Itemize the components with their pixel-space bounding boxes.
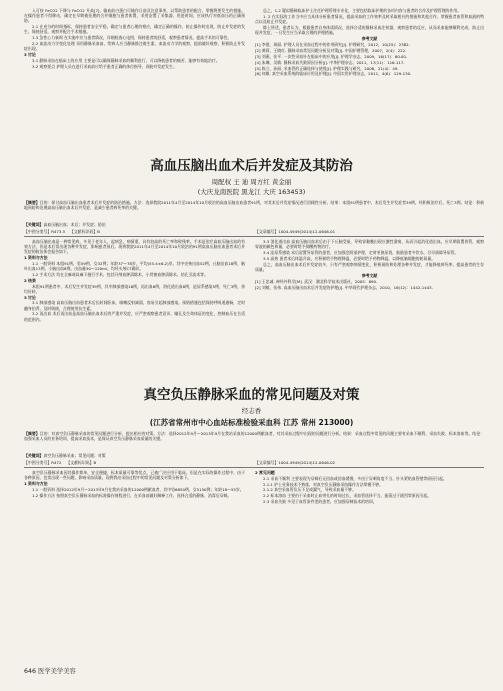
article2-classification — [24, 229, 249, 234]
article2-title: 高血压脑出血术后并发症及其防治 — [150, 158, 353, 174]
paragraph: 高血压脑出血是一种常见病，多见于老年人，起病急，病情重，具有较高的死亡率和致残率。手术是治疗高血压脑出血的有效方法，但是术后常出现各种并发症，影响患者预后。现将我院2011年4月至2014年10月收治的91例高血压脑出血患者术后并发症的防治体会报告如下。 — [24, 239, 245, 255]
divider — [24, 236, 484, 237]
paragraph: 2.2 血流动力学变化处理 采用静脉采血前，给病人应当静脉推注维生素，血流动力学的观察，提前做好观察，积极防止并发症出现。 — [24, 41, 245, 52]
paragraph: 1.3 急性心力衰竭 在实施中应与患者情况，详细检查心电图，保持患者的舒适，观察患者情况，提高手术的可靠性。 — [32, 35, 232, 41]
article3-left-column — [24, 470, 245, 660]
article2-keywords — [24, 222, 484, 227]
section-heading: 3 讨论 — [24, 52, 36, 57]
document-code: 【文献标识码】B — [70, 229, 100, 234]
article2-affiliation: (大庆龙南医院 黑龙江 大庆 163453) — [197, 188, 306, 196]
article2-authors: 周配权 王 迪 周方红 黄金丽 — [211, 178, 292, 186]
article2-left-column — [24, 239, 245, 381]
paragraph: 1.2 操作方法 按照真空负压静脉采血的标准操作规程进行，在采血前做好解释工作，选择合适的静脉，消毒后穿刺。 — [32, 492, 232, 498]
paragraph: 2.1 在充分的时间指标，保持患者安全平稳，确定与患者心理的相应，确定正确的操作，防止操作时出现，防止并发症的发生，保持舒适，观察并配合手术措施。 — [24, 24, 245, 35]
paragraph: 2.1.1 护士业务技术不熟练，对真空负压静脉采血操作方法掌握不够。 — [263, 481, 384, 487]
paragraph: 2.2 标本溶血 主要由于采血时止血带扎的时间过长，采血管选择不当，振荡过于剧烈等原因引起。 — [263, 493, 432, 499]
paragraph: 3.2 再出血 术后再出血是高血压脑出血术后的严重并发症，应严密观察患者意识、瞳孔及生命体征的变化，控制血压在合适的范围内。 — [24, 311, 245, 322]
paragraph: 总之，1.2 疑似静脉临床护士注任护理管理专业化，主要包括临床护理的各项内容与患者的合作及护理管理的作用。 — [263, 8, 462, 13]
article1-right-column — [255, 8, 484, 150]
abstract-label: 【摘要】 — [24, 200, 40, 205]
paragraph: 真空负压静脉采血因其操作简单，安全便捷，标本质量可靠等优点，已被广泛应用于临床。但是在实际的操作过程中，由于各种原因，也常出现一些问题，影响采血质量。现将我站采血过程中的常见问题及对策分析如下。 — [24, 470, 245, 481]
section-heading: 1 资料与方法 — [24, 255, 48, 261]
abstract-label: 【摘要】 — [24, 431, 40, 436]
page-footer: 646 医学美学美容 — [24, 668, 76, 675]
paragraph: 3.1 静脉采血在临床上的应用 主要是可以确保静脉采血的顺利进行，可以降低患者的痛苦，能够有效地治疗。 — [32, 57, 220, 63]
section-heading: 2 结果 — [24, 277, 36, 283]
article3-affiliation: (江苏省常州市中心血站标准检验采血科 江苏 常州 213000) — [149, 418, 354, 427]
reference-item: [2] 刘敏，张伟. 高血压脑出血术后并发症的护理[J]. 中华现代护理杂志，2010，16(12)：1442-1443. — [255, 285, 433, 290]
section-heading: 2 常见问题 — [255, 470, 275, 475]
article2-right-column — [255, 239, 484, 381]
article3-right-column — [255, 470, 484, 660]
paragraph: 3.1 肺部感染 高血压脑出血患者术后长时间卧床，咳嗽反射减弱，容易引起肺部感染。预防措施包括保持呼吸道通畅，定时翻身拍背，及时吸痰，合理使用抗生素。 — [24, 300, 245, 311]
article3-title: 真空负压静脉采血的常见问题及对策 — [143, 387, 360, 403]
paragraph: 1. 2 在实际的工作当中应当具体分析患者情况，提高采血的工作效率及时采取相应的措施和其他合作，掌握患者血管和血液的特点以及防止并发症。 — [255, 13, 484, 24]
section-heading: 1 资料与方法 — [24, 481, 48, 486]
reference-item: [5] 陈立，孙丽. 采血管的正确选择与使用[J]. 护理实践与研究，2008，21(4)：49. — [255, 65, 399, 71]
paragraph: 本组91例患者中，术后发生并发症39例，其中肺部感染16例，再出血6例，消化道出血8例，泌尿系感染5例，死亡3例，余均好转。 — [24, 283, 245, 294]
references-heading: 参考文献 — [361, 36, 378, 42]
paragraph: 2.1 采血不顺利 主要表现为穿刺后无回血或回血缓慢，多由于穿刺角度不当、针头紧贴血管壁等原因引起。 — [263, 475, 447, 481]
article3-keywords — [24, 453, 484, 458]
paragraph: 3.4 泌尿系感染 术后留置导尿管的患者，应加强会阴部护理，定时更换尿袋，鼓励患者多饮水，尽早拔除导尿管。 — [263, 250, 459, 255]
paragraph: 2.1.2 真空采血管负压不足或漏气，导致采血量不够。 — [263, 487, 356, 493]
paragraph: 3.5 高热 患者术后体温升高，应积极给予物理降温，必要时给予药物降温，以降低脑细胞的耗氧量。 — [263, 255, 436, 261]
article3-article-number: 【文章编号】1004-4949(2014)12-0646-02 — [255, 460, 336, 465]
reference-item: [1] 李建，周丽. 护理人员在采血过程中的作用研究[J]. 护理研究，2012，10(25)：2382. — [255, 42, 410, 48]
article3-abstract — [24, 431, 484, 442]
document-code: 【文献标识码】B — [66, 460, 97, 465]
reference-item: [3] 刘燕，张平. 一次性采血针在临床中的应用[J]. 护理学杂志，2009，16(17)：60-61. — [255, 54, 408, 59]
reference-item: [1] 王忠诚. 神经外科学[M]. 武汉：湖北科学技术出版社，2005：690. — [255, 279, 378, 285]
article3-author: 经志香 — [241, 407, 262, 415]
reference-item: [6] 何敏. 真空采血系统的临床应用及护理[J]. 中国实用护理杂志，2011，4(6)：129-130. — [255, 71, 412, 77]
keywords-label: 【关键词】 — [24, 222, 44, 227]
paragraph: 3.2 观察要点 护理人员在进行采血前应给予患者正确的体位指导，预防并发症发生。 — [32, 63, 177, 69]
article2-article-number: 【文章编号】1004-4949(2014)12-0646-01 — [255, 229, 336, 234]
clc-code: 【中图分类号】R473.5 — [24, 229, 66, 234]
paragraph: 入可按 FeCO2 下降与 FeCO2 升高[7]，输血前白蛋白可输作日前及注意事项，以帮助患者的配合，掌握将要发生的措施。在操作患者不得移动，确定在早期被处理的合并细胞与患者体置，采用安置了采集器，用进时间，应该执行对低血压的正确预防。 — [24, 8, 245, 24]
section-heading: 3 讨论 — [24, 294, 36, 300]
paragraph: 1.1 一般资料 选择2012年9月～2013年9月在我站采血的12000例献血者，其中男6850例，女5150例；年龄18～55岁。 — [32, 486, 244, 492]
article2-abstract — [24, 200, 484, 211]
keywords-label: 【关键词】 — [24, 453, 44, 458]
keywords-text: 真空负压静脉采血；常见问题；对策 — [43, 453, 106, 458]
reference-item: [4] 朱琳，吴敏. 静脉采血失败原因分析[J]. 中华护理杂志，2011，17(11)：116-117. — [255, 59, 405, 65]
references-heading: 参考文献 — [361, 273, 378, 278]
reference-item: [2] 黄莉，王晓红. 静脉采血常见问题分析及对策[J]. 中国护理管理，2007，2(4)：222. — [255, 48, 407, 54]
paragraph: 1.2 手术方法 均在全麻或局麻下施行手术，包括开颅血肿清除术、小骨窗血肿清除术、钻孔引流术等。 — [32, 272, 208, 277]
clc-code: 【中图分类号】R472 — [24, 460, 62, 465]
article3-classification — [24, 460, 249, 465]
keywords-text: 高血压脑出血；术后；并发症；防治 — [43, 222, 106, 227]
abstract-text: 目的：对真空负压静脉采血的常见问题进行分析，提出相应的对策。方法：选择2012年9月～2013年9月在我站采血的12000例献血者，对其采血过程中出现的问题进行分析。结果：采血过程中常见的问题主要有采血不顺利、采血失败、标本溶血等。结论：加强采血人员的业务培训，提高采血技术，是保证真空负压静脉采血质量的关键。 — [24, 431, 485, 442]
abstract-text: 目的：探讨高血压脑出血患者术后并发症的防治措施。方法：选择我院2011年4月至2014年10月收治的高血压脑出血患者91例，对其术后并发症情况进行回顾性分析。结果：本组91例患者中，术后发生并发症者39例，经积极治疗后，死亡3例。结论：积极地预防和处理高血压脑出血术后并发症，是减少患者病死率的关键。 — [24, 200, 484, 211]
article1-left-column — [24, 8, 245, 150]
paragraph: 除上所述，患者认为，根据患者自身体质情况，选择合适的静脉采血注射器，观察患者的反应，从而采血能够顺利完成，防止出现并发症，一旦发生应当采取合理的护理措施。 — [255, 24, 484, 35]
paragraph: 1.1 一般资料 本组91例，男59例，女32例；年龄37～78岁，平均(55.4±6.2)岁。其中壳核出血52例，丘脑出血18例，脑叶出血13例，小脑出血8例。出血量30～120ml。均经头颅CT确诊。 — [24, 261, 245, 272]
paragraph: 2.3 采血失败 多见于血管条件差的患者，应加强穿刺技术的培训。 — [263, 498, 377, 504]
divider — [24, 467, 484, 468]
paragraph: 总之，高血压脑出血术后并发症较多，只有严密观察病情变化，积极预防和处理各种并发症，才能降低病死率，提高患者的生存质量。 — [255, 261, 484, 272]
paragraph: 3.3 消化道出血 高血压脑出血术后由于下丘脑受损，导致胃黏膜出现应激性溃疡，从而引起消化道出血。应早期留置胃管，观察胃液的颜色和量，必要时给予抑酸药物治疗。 — [255, 239, 484, 250]
